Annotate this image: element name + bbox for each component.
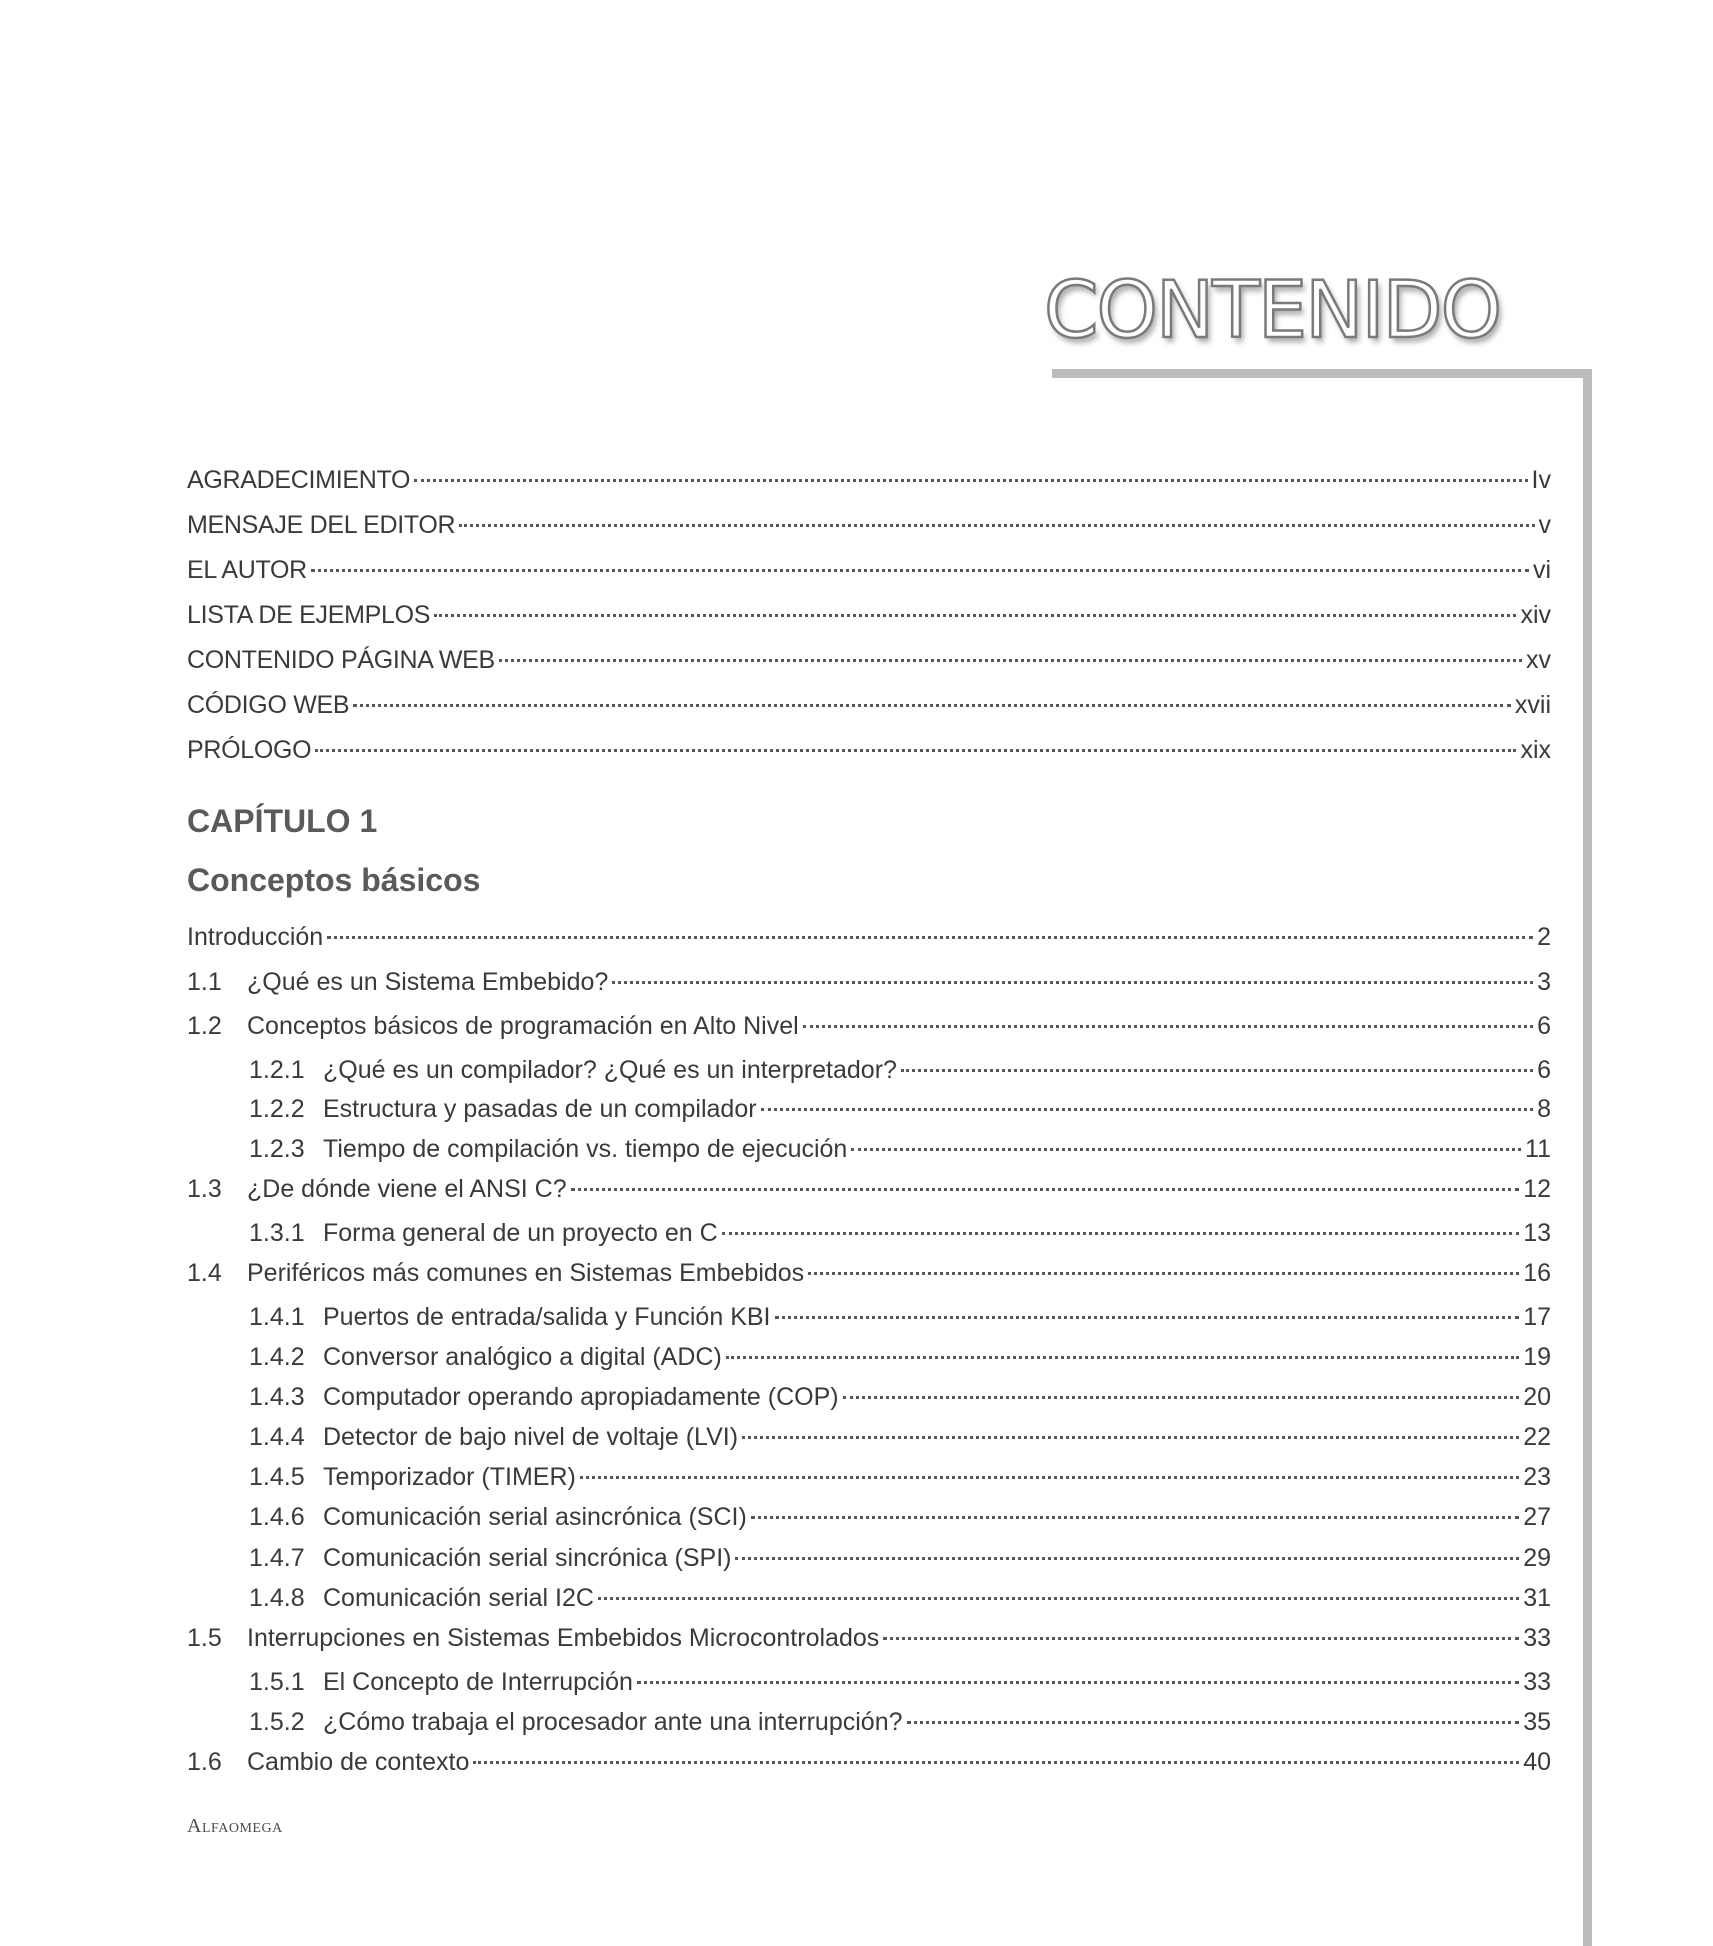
- toc-entry-number: 1.1: [187, 968, 222, 996]
- publisher-footer: Alfaomega: [187, 1815, 283, 1837]
- toc-entry[interactable]: [187, 553, 1551, 587]
- toc-entry-label: Comunicación serial I2C: [323, 1584, 594, 1612]
- toc-entry-number: 1.4.3: [249, 1383, 305, 1411]
- toc-entry-label: Conceptos básicos de programación en Alto Nivel: [247, 1012, 799, 1040]
- dot-leader: [883, 1637, 1519, 1640]
- toc-entry[interactable]: [187, 733, 1551, 767]
- toc-entry[interactable]: [187, 1009, 1551, 1043]
- toc-entry-label: CONTENIDO PÁGINA WEB: [187, 646, 495, 674]
- toc-entry-number: 1.5.1: [249, 1668, 305, 1696]
- dot-leader: [735, 1557, 1519, 1560]
- dot-leader: [580, 1476, 1519, 1479]
- toc-entry-label: Interrupciones en Sistemas Embebidos Microcontrolados: [247, 1624, 880, 1652]
- toc-entry-number: 1.4.1: [249, 1303, 305, 1331]
- dot-leader: [473, 1761, 1519, 1764]
- toc-entry-number: 1.2.3: [249, 1135, 305, 1163]
- toc-entry[interactable]: [249, 1581, 1551, 1615]
- toc-entry-label: Comunicación serial asincrónica (SCI): [323, 1503, 747, 1531]
- toc-entry-label: Puertos de entrada/salida y Función KBI: [323, 1303, 771, 1331]
- toc-entry-page: 33: [1523, 1624, 1551, 1652]
- toc-entry[interactable]: [187, 1745, 1551, 1779]
- toc-entry[interactable]: [249, 1541, 1551, 1575]
- toc-entry-number: 1.5.2: [249, 1708, 305, 1736]
- toc-entry-number: 1.4.5: [249, 1463, 305, 1491]
- toc-entry-page: 16: [1523, 1259, 1551, 1287]
- dot-leader: [742, 1436, 1519, 1439]
- toc-entry[interactable]: [249, 1132, 1551, 1166]
- toc-entry-page: 17: [1523, 1303, 1551, 1331]
- dot-leader: [808, 1272, 1519, 1275]
- toc-entry-number: 1.4.6: [249, 1503, 305, 1531]
- toc-entry-label: ¿De dónde viene el ANSI C?: [247, 1175, 567, 1203]
- dot-leader: [907, 1721, 1520, 1724]
- dot-leader: [761, 1108, 1534, 1111]
- toc-entry-label: LISTA DE EJEMPLOS: [187, 601, 431, 629]
- page-title: CONTENIDO: [1044, 266, 1500, 356]
- toc-entry-page: 13: [1523, 1219, 1551, 1247]
- toc-entry[interactable]: [249, 1705, 1551, 1739]
- toc-entry-page: 20: [1523, 1383, 1551, 1411]
- toc-entry[interactable]: [249, 1420, 1551, 1454]
- dot-leader: [843, 1396, 1520, 1399]
- toc-entry-page: 27: [1523, 1503, 1551, 1531]
- toc-entry[interactable]: [187, 1621, 1551, 1655]
- toc-entry-label: Comunicación serial sincrónica (SPI): [323, 1544, 732, 1572]
- toc-entry-label: Periféricos más comunes en Sistemas Embebidos: [247, 1259, 805, 1287]
- toc-entry[interactable]: [187, 508, 1551, 542]
- toc-entry-label: CÓDIGO WEB: [187, 691, 350, 719]
- toc-entry-number: 1.4.8: [249, 1584, 305, 1612]
- toc-entry[interactable]: [187, 965, 1551, 999]
- toc-entry-label: Forma general de un proyecto en C: [323, 1219, 718, 1247]
- toc-entry-page: 2: [1537, 923, 1551, 951]
- toc-entry[interactable]: [187, 1256, 1551, 1290]
- toc-entry-page: 12: [1523, 1175, 1551, 1203]
- toc-entry-number: 1.4.4: [249, 1423, 305, 1451]
- toc-entry[interactable]: [187, 688, 1551, 722]
- toc-entry-page: xiv: [1520, 601, 1551, 629]
- title-rule-horizontal: [1052, 369, 1590, 378]
- toc-entry[interactable]: [249, 1092, 1551, 1126]
- dot-leader: [803, 1025, 1533, 1028]
- toc-entry[interactable]: [187, 643, 1551, 677]
- toc-entry-label: El Concepto de Interrupción: [323, 1668, 633, 1696]
- toc-entry-page: 35: [1523, 1708, 1551, 1736]
- toc-entry-page: 31: [1523, 1584, 1551, 1612]
- toc-entry[interactable]: [249, 1665, 1551, 1699]
- dot-leader: [851, 1148, 1521, 1151]
- dot-leader: [726, 1356, 1519, 1359]
- toc-entry[interactable]: [249, 1340, 1551, 1374]
- toc-entry-number: 1.2: [187, 1012, 222, 1040]
- toc-entry-page: v: [1538, 511, 1551, 539]
- toc-entry-number: 1.5: [187, 1624, 222, 1652]
- toc-entry[interactable]: [249, 1460, 1551, 1494]
- toc-entry-page: 29: [1523, 1544, 1551, 1572]
- toc-entry-page: xv: [1526, 646, 1551, 674]
- toc-entry-page: 8: [1537, 1095, 1551, 1123]
- toc-entry-label: PRÓLOGO: [187, 736, 312, 764]
- toc-entry[interactable]: [249, 1380, 1551, 1414]
- toc-entry-label: Introducción: [187, 923, 324, 951]
- toc-entry-label: Cambio de contexto: [247, 1748, 470, 1776]
- toc-entry-number: 1.3: [187, 1175, 222, 1203]
- toc-entry-page: 19: [1523, 1343, 1551, 1371]
- toc-entry-label: AGRADECIMIENTO: [187, 466, 411, 494]
- toc-entry[interactable]: [187, 1172, 1551, 1206]
- toc-entry[interactable]: [249, 1300, 1551, 1334]
- toc-entry-label: Temporizador (TIMER): [323, 1463, 576, 1491]
- dot-leader: [571, 1188, 1520, 1191]
- toc-entry-label: ¿Qué es un Sistema Embebido?: [247, 968, 609, 996]
- toc-entry-page: 3: [1537, 968, 1551, 996]
- toc-entry-label: ¿Cómo trabaja el procesador ante una interrupción?: [323, 1708, 903, 1736]
- dot-leader: [637, 1681, 1519, 1684]
- chapter-subtitle: Conceptos básicos: [187, 862, 481, 898]
- dot-leader: [598, 1597, 1519, 1600]
- toc-entry-page: xix: [1520, 736, 1551, 764]
- dot-leader: [459, 524, 1534, 527]
- toc-entry[interactable]: [187, 920, 1551, 954]
- toc-entry-page: Iv: [1531, 466, 1551, 494]
- toc-entry-label: Estructura y pasadas de un compilador: [323, 1095, 757, 1123]
- dot-leader: [414, 479, 1527, 482]
- toc-entry-number: 1.4.2: [249, 1343, 305, 1371]
- toc-entry-page: 23: [1523, 1463, 1551, 1491]
- toc-entry-number: 1.4: [187, 1259, 222, 1287]
- toc-entry[interactable]: [187, 463, 1551, 497]
- chapter-heading: CAPÍTULO 1: [187, 803, 378, 839]
- dot-leader: [901, 1069, 1533, 1072]
- toc-entry-page: xvii: [1514, 691, 1551, 719]
- toc-entry-page: 6: [1537, 1012, 1551, 1040]
- toc-entry-label: EL AUTOR: [187, 556, 307, 584]
- toc-entry-page: 40: [1523, 1748, 1551, 1776]
- dot-leader: [499, 659, 1522, 662]
- toc-entry-page: 11: [1525, 1135, 1551, 1163]
- dot-leader: [327, 936, 1533, 939]
- toc-entry-page: 6: [1537, 1056, 1551, 1084]
- toc-entry-number: 1.6: [187, 1748, 222, 1776]
- toc-entry-label: ¿Qué es un compilador? ¿Qué es un interpretador?: [323, 1056, 897, 1084]
- dot-leader: [434, 614, 1516, 617]
- toc-entry-number: 1.2.1: [249, 1056, 305, 1084]
- toc-entry-label: Tiempo de compilación vs. tiempo de ejecución: [323, 1135, 848, 1163]
- dot-leader: [722, 1232, 1520, 1235]
- toc-entry-label: Detector de bajo nivel de voltaje (LVI): [323, 1423, 739, 1451]
- toc-entry-page: 33: [1523, 1668, 1551, 1696]
- toc-entry-label: Conversor analógico a digital (ADC): [323, 1343, 722, 1371]
- page-rule-vertical: [1583, 369, 1592, 1946]
- toc-entry[interactable]: [249, 1216, 1551, 1250]
- toc-entry-page: 22: [1523, 1423, 1551, 1451]
- toc-entry[interactable]: [249, 1500, 1551, 1534]
- dot-leader: [751, 1516, 1519, 1519]
- toc-entry[interactable]: [187, 598, 1551, 632]
- toc-entry-page: vi: [1532, 556, 1551, 584]
- toc-entry-label: MENSAJE DEL EDITOR: [187, 511, 456, 539]
- toc-entry-number: 1.2.2: [249, 1095, 305, 1123]
- dot-leader: [315, 749, 1516, 752]
- dot-leader: [775, 1316, 1520, 1319]
- toc-entry-label: Computador operando apropiadamente (COP): [323, 1383, 839, 1411]
- dot-leader: [612, 981, 1533, 984]
- dot-leader: [353, 704, 1511, 707]
- dot-leader: [311, 569, 1529, 572]
- toc-entry-number: 1.4.7: [249, 1544, 305, 1572]
- toc-entry-number: 1.3.1: [249, 1219, 305, 1247]
- toc-entry[interactable]: [249, 1053, 1551, 1087]
